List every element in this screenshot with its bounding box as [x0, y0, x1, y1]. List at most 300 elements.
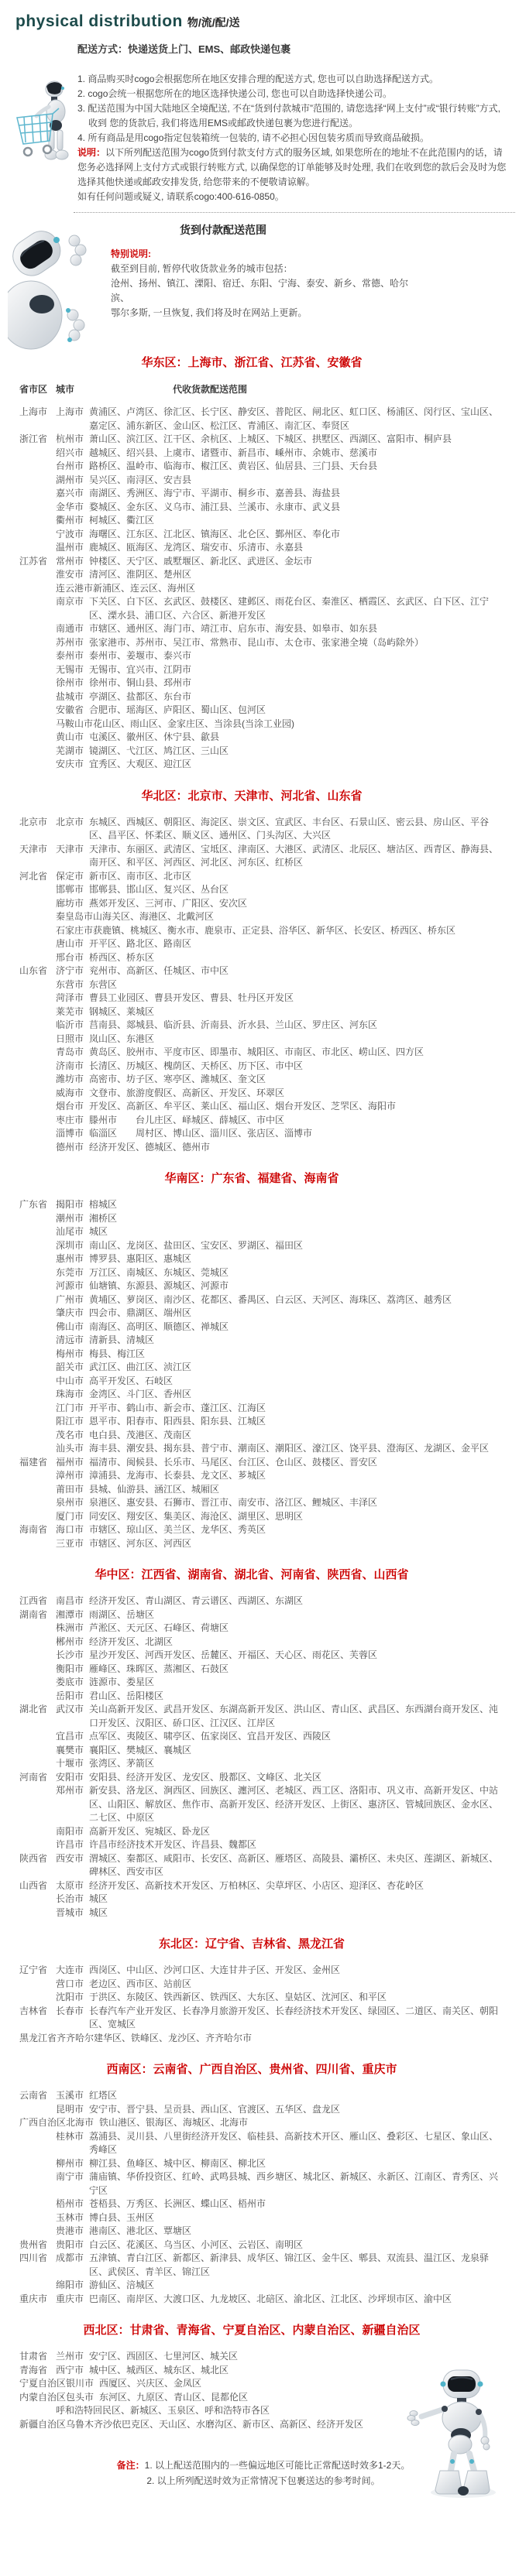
city-cell: 长春市	[56, 2005, 84, 2016]
city-cell: 三亚市	[56, 1537, 84, 1549]
province-cell	[19, 1825, 56, 1839]
province-cell	[19, 1127, 56, 1141]
areas-cell: 芦淞区、天元区、石峰区、荷塘区	[89, 1622, 229, 1633]
province-cell	[19, 1991, 56, 2005]
province-cell: 山西省	[19, 1879, 48, 1891]
province-cell	[19, 1307, 56, 1321]
city-cell: 邢台市	[56, 951, 84, 963]
city-cell: 南宁市	[56, 2171, 84, 2182]
areas-cell: 博白县、玉州区	[89, 2211, 155, 2223]
areas-cell: 下关区、白下区、玄武区、鼓楼区、建邺区、雨花台区、秦淮区、栖霞区、玄武区、白下区、江宁区、溧水县、浦口区、六合区、新港开发区	[89, 596, 490, 621]
table-row	[19, 1771, 504, 1785]
intro-list-item: 1. 商品购买时cogo会根据您所在地区安排合理的配送方式, 您也可以自助选择配送方式。	[77, 74, 439, 84]
city-cell: 肇庆市	[56, 1307, 84, 1318]
city-cell: 齐齐哈尔	[57, 2032, 95, 2043]
areas-cell: 巴南区、南岸区、大渡口区、九龙坡区、北碚区、渝北区、江北区、沙坪坝市区、渝中区	[89, 2293, 452, 2304]
city-cell: 南通市	[56, 623, 84, 634]
table-row	[19, 1361, 504, 1375]
province-cell	[19, 1375, 56, 1389]
table-row	[19, 1906, 504, 1920]
province-cell	[19, 2279, 56, 2293]
province-cell	[19, 528, 56, 542]
province-cell	[19, 1005, 56, 1019]
areas-cell: 榕城区	[89, 1199, 118, 1210]
province-cell: 湖北省	[19, 1704, 48, 1714]
city-cell: 包头市	[66, 2391, 95, 2403]
areas-cell: 曹县工业园区、曹县开发区、曹县、牡丹区开发区	[89, 992, 294, 1003]
province-cell	[19, 1361, 56, 1375]
province-cell	[19, 595, 56, 622]
areas-cell: 清新县、清城区	[89, 1334, 155, 1345]
province-cell	[19, 501, 56, 515]
table-row	[19, 677, 504, 690]
areas-cell: 莒南县、郯城县、临沂县、沂南县、沂水县、兰山区、罗庄区、河东区	[89, 1019, 378, 1030]
table-row	[19, 1375, 504, 1389]
city-cell: 温州市	[56, 542, 84, 553]
province-cell	[19, 1469, 56, 1483]
region-heading: 华北区：北京市、天津市、河北省、山东省	[141, 789, 363, 803]
province-cell	[19, 1388, 56, 1402]
city-cell: 嘉兴市	[56, 488, 84, 498]
city-cell: 盐城市	[56, 690, 84, 702]
city-cell: 秦皇岛市	[56, 911, 94, 922]
table-row	[19, 1279, 504, 1293]
areas-cell: 市辖区、琼山区、美兰区、龙华区、秀英区	[89, 1524, 266, 1535]
province-cell	[19, 1893, 56, 1906]
areas-cell: 东营区	[89, 978, 118, 990]
areas-cell: 清河区、淮阴区、楚州区	[89, 569, 192, 580]
table-row	[19, 1852, 504, 1879]
table-row	[19, 582, 504, 596]
intro-list-item: 3. 配送范围为中国大陆地区全境配送, 不在“货到付款城市”范围的, 请您选择“网上支付”或“银行转账”方式, 收到 您的货款后, 我们将选用EMS或邮政快递包裹为您进行配送。	[77, 103, 500, 128]
province-cell	[19, 1100, 56, 1114]
city-cell: 玉林市	[56, 2211, 84, 2223]
city-cell: 绍兴市	[56, 447, 84, 458]
areas-cell: 恩平市、阳春市、阳西县、阳东县、江城区	[89, 1416, 266, 1427]
city-cell: 绵阳市	[56, 2280, 84, 2290]
table-row	[19, 1415, 504, 1429]
province-cell	[19, 1906, 56, 1920]
province-cell	[19, 1321, 56, 1334]
areas-cell: 东河区、九原区、青山区、昆都伦区	[99, 2391, 249, 2403]
areas-cell: 于洪区、东陵区、铁西新区、铁西区、大东区、皇姑区、沈河区、和平区	[89, 1992, 387, 2002]
city-cell: 汕尾市	[56, 1226, 84, 1237]
areas-cell: 武江区、曲江区、浈江区	[89, 1362, 192, 1372]
city-cell: 许昌市	[56, 1839, 84, 1850]
city-cell: 北京市	[56, 816, 84, 827]
table-row	[19, 1252, 504, 1266]
city-cell: 岳阳市	[56, 1690, 84, 1701]
table-row	[19, 2197, 504, 2211]
city-cell: 安庆市	[56, 759, 84, 769]
province-cell	[19, 447, 56, 461]
areas-cell: 邯郸县、邯山区、复兴区、丛台区	[89, 884, 229, 895]
table-row	[19, 555, 504, 569]
province-cell: 广西自治区	[19, 2117, 67, 2128]
table-row	[19, 1964, 504, 1978]
areas-cell: 铁山港区、银海区、海城区、北海市	[99, 2117, 249, 2128]
city-cell: 湖州市	[56, 474, 84, 485]
page-title-chinese: 物/流/配/送	[187, 16, 240, 29]
table-row	[19, 2211, 504, 2225]
areas-cell: 天津市、东丽区、武清区、宝坻区、津南区、大港区、武清区、北辰区、塘沽区、西青区、静海县、南开区、和平区、河西区、河北区、河东区、红桥区	[89, 843, 499, 868]
city-cell: 韶关市	[56, 1362, 84, 1372]
city-cell: 淮安市	[56, 569, 84, 580]
city-cell: 徐州市	[56, 677, 84, 688]
province-cell	[19, 883, 56, 897]
city-cell: 莆田市	[56, 1483, 84, 1495]
city-cell: 昆明市	[56, 2103, 84, 2115]
region-heading: 东北区：辽宁省、吉林省、黑龙江省	[158, 1937, 345, 1951]
region-heading: 西北区：甘肃省、青海省、宁夏自治区、内蒙自治区、新疆自治区	[83, 2324, 421, 2337]
table-row	[19, 1991, 504, 2005]
province-cell	[19, 1225, 56, 1239]
city-cell: 娄底市	[56, 1677, 84, 1687]
table-row	[19, 1266, 504, 1280]
areas-cell: 黄埔区、萝岗区、南沙区、花都区、番禺区、白云区、天河区、海珠区、荔湾区、越秀区	[89, 1293, 452, 1305]
table-row	[19, 1348, 504, 1362]
city-cell: 东莞市	[56, 1266, 84, 1278]
areas-cell: 西厦区、兴庆区、金凤区	[99, 2378, 202, 2389]
region-heading: 华南区：广东省、福建省、海南省	[164, 1172, 339, 1185]
table-row	[19, 1225, 504, 1239]
province-cell	[19, 677, 56, 690]
province-cell: 河北省	[19, 870, 48, 882]
areas-cell: 亭湖区、盐都区、东台市	[89, 690, 192, 702]
areas-cell: 雁峰区、珠晖区、蒸湘区、石鼓区	[89, 1663, 229, 1674]
province-cell	[19, 1663, 56, 1677]
areas-cell: 市辖区、通州区、海门市、靖江市、启东市、海安县、如皋市、如东县	[89, 623, 378, 634]
table-row	[19, 1537, 504, 1551]
table-row	[19, 978, 504, 992]
city-cell: 十堰市	[56, 1758, 84, 1769]
city-cell: 厦门市	[56, 1510, 84, 1522]
province-cell	[19, 1293, 56, 1307]
city-cell: 唐山市	[56, 938, 84, 949]
city-cell: 无锡市	[56, 663, 84, 675]
areas-cell: 越城区、绍兴县、上虞市、诸暨市、新昌市、嵊州市、余姚市、慈溪市	[89, 447, 378, 458]
table-row	[19, 897, 504, 911]
areas-cell: 沙依巴克区、天山区、水磨沟区、新市区、高新区、经济开发区	[103, 2418, 364, 2430]
table-row	[19, 1073, 504, 1087]
notes-line-1: 1. 以上配送范围内的一些偏远地区可能比正常配送时效多1-2天。	[144, 2460, 411, 2471]
province-cell	[19, 2103, 56, 2117]
column-header-city: 城市	[56, 384, 75, 395]
city-cell: 金华市	[56, 501, 84, 512]
province-cell	[19, 2211, 56, 2225]
areas-cell: 城区	[89, 1893, 108, 1904]
city-cell: 济宁市	[56, 965, 84, 976]
province-cell: 吉林省	[19, 2005, 48, 2016]
table-row	[19, 883, 504, 897]
province-cell	[19, 1622, 56, 1636]
province-cell	[19, 1784, 56, 1825]
table-row	[19, 1510, 504, 1524]
city-cell: 武汉市	[56, 1704, 84, 1714]
table-row	[19, 1978, 504, 1992]
areas-cell: 获鹿镇、桃城区、衡水市、鹿泉市、正定县、浴华区、新华区、长安区、桥西区、桥东区	[93, 924, 456, 936]
city-cell: 长治市	[56, 1893, 84, 1904]
areas-cell: 南海区、高明区、顺德区、禅城区	[89, 1321, 229, 1332]
table-row	[19, 2279, 504, 2293]
province-cell	[19, 718, 56, 731]
intro-note	[77, 146, 508, 190]
table-row	[19, 1456, 504, 1470]
intro-list	[77, 72, 508, 146]
city-cell: 连云港市	[56, 582, 94, 594]
table-row	[19, 843, 504, 870]
province-cell: 甘肃省	[19, 2351, 48, 2362]
province-cell: 广东省	[19, 1199, 48, 1210]
areas-cell: 张湾区、茅箭区	[89, 1758, 155, 1769]
province-cell	[19, 1483, 56, 1497]
table-row	[19, 718, 504, 731]
cod-text	[111, 222, 413, 320]
table-row	[19, 433, 504, 447]
table-row	[19, 568, 504, 582]
province-cell: 陕西省	[19, 1852, 48, 1864]
areas-cell: 渭城区、秦都区、咸阳市、长安区、高新区、雁塔区、高陵县、灞桥区、未央区、莲湖区、新城区、碑林区、西安市区	[89, 1852, 499, 1877]
areas-cell: 兖州市、高新区、任城区、市中区	[89, 965, 229, 976]
table-row	[19, 487, 504, 501]
areas-cell: 岚山区、东港区	[89, 1033, 155, 1044]
city-cell: 邯郸市	[56, 884, 84, 895]
province-cell: 云南省	[19, 2090, 48, 2101]
table-row	[19, 1307, 504, 1321]
areas-cell: 高密市、坊子区、寒亭区、潍城区、奎文区	[89, 1074, 266, 1084]
areas-cell: 红塔区	[89, 2090, 118, 2101]
areas-cell: 泰州市、姜堰市、泰兴市	[89, 650, 192, 661]
table-row	[19, 1523, 504, 1537]
delivery-range-table	[0, 354, 504, 2431]
city-cell: 菏泽市	[56, 992, 84, 1003]
city-cell: 天津市	[56, 843, 84, 855]
special-note-label: 特别说明:	[111, 248, 151, 259]
contact-line: 如有任何问题或疑义, 请联系cogo:400-616-0850。	[77, 191, 284, 202]
province-cell: 江西省	[19, 1595, 48, 1606]
city-cell: 安徽省	[56, 704, 84, 715]
dotted-divider	[74, 212, 515, 213]
city-cell: 西安市	[56, 1852, 84, 1864]
areas-cell: 无锡市、宜兴市、江阴市	[89, 663, 192, 675]
table-row	[19, 406, 504, 433]
province-cell	[19, 1676, 56, 1690]
province-cell	[19, 1239, 56, 1253]
table-row	[19, 1212, 504, 1226]
province-cell	[19, 514, 56, 528]
city-cell: 漳州市	[56, 1470, 84, 1481]
city-cell: 威海市	[56, 1087, 84, 1098]
city-cell: 衡阳市	[56, 1663, 84, 1674]
robot-cart-illustration	[12, 77, 76, 164]
province-cell: 海南省	[19, 1524, 48, 1535]
city-cell: 济南市	[56, 1060, 84, 1071]
table-row	[19, 816, 504, 843]
table-header-row	[19, 382, 504, 396]
city-cell: 珠海市	[56, 1389, 84, 1399]
table-row	[19, 1198, 504, 1212]
city-cell: 大连市	[56, 1965, 84, 1975]
province-cell: 天津市	[19, 843, 48, 855]
city-cell: 银川市	[66, 2378, 95, 2389]
city-cell: 东营市	[56, 978, 84, 990]
city-cell: 梅州市	[56, 1348, 84, 1359]
city-cell: 潍坊市	[56, 1074, 84, 1084]
note-label: 说明：	[77, 147, 106, 158]
intro-list-item: 4. 所有商品是用cogo指定包装箱统一包装的, 请不必担心因包装劣质而导致商品破损。	[77, 132, 430, 143]
areas-cell: 漳浦县、龙海市、长泰县、龙文区、芗城区	[89, 1470, 266, 1481]
province-cell	[19, 1636, 56, 1649]
province-cell	[19, 1649, 56, 1663]
table-row	[19, 501, 504, 515]
province-cell	[19, 1838, 56, 1852]
city-cell: 保定市	[56, 870, 84, 882]
province-cell	[19, 1348, 56, 1362]
table-row	[19, 2350, 504, 2364]
table-row	[19, 1893, 504, 1906]
cod-heading: 货到付款配送范围	[180, 224, 266, 236]
city-cell: 海口市	[56, 1524, 84, 1535]
table-row	[19, 1114, 504, 1128]
areas-cell: 建华区、铁峰区、龙沙区、齐齐哈尔市	[94, 2032, 253, 2043]
province-cell	[19, 1252, 56, 1266]
areas-cell: 仙塘镇、东源县、源城区、河源市	[89, 1280, 229, 1291]
note-text: 以下所列配送范围为cogo货到付款支付方式的服务区域, 如果您所在的地址不在此范围内的话，请您务必选择网上支付方式或银行转账方式, 以确保您的订单能够及时处理, 我们在收到您的款后会及时为您选择其他快递或邮政安排发货, 给您带来的不便敬请谅解。	[77, 147, 507, 187]
areas-cell: 桥西区、桥东区	[89, 951, 155, 963]
province-cell: 福建省	[19, 1456, 48, 1468]
areas-cell: 鹿城区、瓯海区、龙湾区、瑞安市、乐清市、永嘉县	[89, 542, 304, 553]
table-row	[19, 1033, 504, 1046]
areas-cell: 临淄区 周村区、博山区、淄川区、张店区、淄博市	[89, 1128, 313, 1139]
areas-cell: 南湖区、秀洲区、海宁市、平湖市、桐乡市、嘉善县、海盐县	[89, 488, 341, 498]
areas-cell: 港南区、港北区、覃塘区	[89, 2225, 192, 2236]
province-cell	[19, 1415, 56, 1429]
province-cell: 重庆市	[19, 2293, 48, 2304]
city-cell: 黄山市	[56, 731, 84, 742]
table-row	[19, 1127, 504, 1141]
table-row	[19, 1100, 504, 1114]
province-cell	[19, 622, 56, 636]
city-cell: 莱芜市	[56, 1005, 84, 1017]
province-cell	[19, 1730, 56, 1744]
table-row	[19, 1649, 504, 1663]
province-cell: 河南省	[19, 1771, 48, 1783]
city-cell: 常州市	[56, 555, 84, 567]
city-cell: 安阳市	[56, 1771, 84, 1783]
table-row	[19, 460, 504, 474]
areas-cell: 花山区、雨山区、金家庄区、当涂县(当涂工业园)	[93, 718, 295, 729]
areas-cell: 宜秀区、大观区、迎江区	[89, 759, 192, 769]
table-row	[19, 704, 504, 718]
table-row	[19, 1060, 504, 1074]
city-cell: 株洲市	[56, 1622, 84, 1633]
areas-cell: 开发区、高新区、牟平区、莱山区、福山区、烟台开发区、芝罘区、海阳市	[89, 1101, 397, 1112]
city-cell: 苏州市	[56, 636, 84, 648]
province-cell: 北京市	[19, 816, 48, 827]
table-row	[19, 1087, 504, 1101]
province-cell	[19, 541, 56, 555]
table-row	[19, 2252, 504, 2279]
table-row	[19, 663, 504, 677]
areas-cell: 城区	[89, 1906, 108, 1918]
table-row	[19, 2005, 504, 2032]
areas-cell: 君山区、岳阳楼区	[89, 1690, 164, 1701]
province-cell	[19, 474, 56, 488]
table-row	[19, 2225, 504, 2239]
city-cell: 惠州市	[56, 1253, 84, 1264]
areas-cell: 电白县、茂港区、茂南区	[89, 1429, 192, 1440]
table-row	[19, 447, 504, 461]
column-header-province: 省市区	[19, 384, 48, 395]
province-cell	[19, 2197, 56, 2211]
areas-cell: 开平市、鹤山市、新会市、蓬江区、江海区	[89, 1402, 266, 1413]
city-cell: 南阳市	[56, 1825, 84, 1837]
province-cell	[19, 951, 56, 965]
table-row	[19, 1838, 504, 1852]
city-cell: 太原市	[56, 1879, 84, 1891]
city-cell: 兰州市	[56, 2351, 84, 2362]
table-row	[19, 1879, 504, 1893]
province-cell	[19, 924, 56, 938]
areas-cell: 开平区、路北区、路南区	[89, 938, 192, 949]
city-cell: 南京市	[56, 596, 84, 607]
table-row	[19, 1595, 504, 1608]
city-cell: 郑州市	[56, 1785, 84, 1796]
province-cell	[19, 487, 56, 501]
province-cell	[19, 1334, 56, 1348]
city-cell: 杭州市	[56, 433, 84, 444]
notes-line-2: 2. 以上所列配送时效为正常情况下包裹送达的参考时间。	[146, 2475, 380, 2486]
table-row	[19, 1239, 504, 1253]
province-cell	[19, 1690, 56, 1704]
areas-cell: 襄阳区、樊城区、襄城区	[89, 1744, 192, 1756]
city-cell: 营口市	[56, 1978, 84, 1989]
table-row	[19, 1636, 504, 1649]
table-row	[19, 2293, 504, 2307]
city-cell: 佛山市	[56, 1321, 84, 1332]
areas-cell: 四会市、鼎湖区、端州区	[89, 1307, 192, 1318]
areas-cell: 荔浦县、灵川县、八里街经济开发区、临桂县、高新技术开区、雁山区、叠彩区、七星区、象山区、秀峰区	[89, 2130, 499, 2155]
city-cell: 晋城市	[56, 1906, 84, 1918]
areas-cell: 湘桥区	[89, 1212, 118, 1224]
city-cell: 贵港市	[56, 2225, 84, 2236]
province-cell	[19, 2170, 56, 2197]
city-cell: 广州市	[56, 1293, 84, 1305]
table-row	[19, 870, 504, 884]
table-row	[19, 1703, 504, 1730]
province-cell: 湖南省	[19, 1608, 48, 1620]
province-cell: 江苏省	[19, 555, 48, 567]
city-cell: 呼和浩特	[56, 2405, 94, 2416]
province-cell	[19, 1510, 56, 1524]
table-row	[19, 2130, 504, 2157]
areas-cell: 钟楼区、天宁区、戚墅堰区、新北区、武进区、金坛市	[89, 555, 313, 567]
table-row	[19, 1469, 504, 1483]
province-cell	[19, 663, 56, 677]
areas-cell: 张家港市、苏州市、吴江市、常熟市、昆山市、太仓市、张家港全境（岛屿除外）	[89, 636, 424, 648]
province-cell	[19, 649, 56, 663]
province-cell	[19, 731, 56, 745]
cod-section	[0, 222, 519, 338]
table-row	[19, 1046, 504, 1060]
table-row	[19, 1442, 504, 1456]
areas-cell: 游仙区、涪城区	[89, 2280, 155, 2290]
areas-cell: 钢城区、莱城区	[89, 1005, 155, 1017]
areas-cell: 滕州市 台儿庄区、峄城区、薛城区、市中区	[89, 1114, 285, 1125]
city-cell: 清远市	[56, 1334, 84, 1345]
table-row	[19, 731, 504, 745]
city-cell: 西宁市	[56, 2364, 84, 2376]
